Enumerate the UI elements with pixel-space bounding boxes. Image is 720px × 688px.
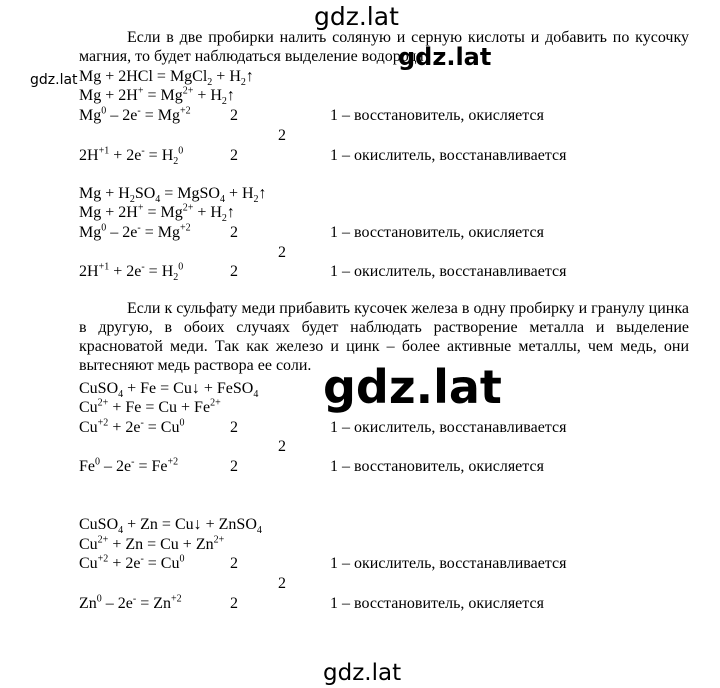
- equation-cuso4-fe: CuSO$_4$ + Fe = Cu↓ + FeSO$_4$: [79, 380, 259, 401]
- ionic-equation: $Cu^{2+} + Zn = Cu + Zn^{2+}$: [79, 534, 225, 553]
- common-multiple: 2: [278, 244, 286, 261]
- role-label: 1 – окислитель, восстанавливается: [330, 419, 567, 436]
- coefficient: 2: [230, 263, 238, 280]
- role-label: 1 – окислитель, восстанавливается: [330, 263, 567, 280]
- watermark-top: gdz.lat: [314, 2, 399, 31]
- watermark-center: gdz.lat: [323, 360, 502, 414]
- role-label: 1 – восстановитель, окисляется: [330, 224, 544, 241]
- coefficient: 2: [230, 147, 238, 164]
- half-reaction: $Cu^{+2} + 2e^- = Cu^0$: [79, 553, 185, 572]
- coefficient: 2: [230, 555, 238, 572]
- ionic-equation: $Mg + 2H^+ = Mg^{2+}$ + $H_2↑$: [79, 202, 235, 225]
- watermark-bottom: gdz.lat: [323, 660, 402, 686]
- common-multiple: 2: [278, 127, 286, 144]
- equation-mg-h2so4: $Mg + H_2SO_4$ = MgSO$_4$ + $H_2↑$: [79, 185, 267, 206]
- paragraph-copper: Если к сульфату меди прибавить кусочек железа в одну пробирку и гранулу цинка в другую, в обоих случаях будет наблюдать растворение металла и выделение красноватой меди. Так как железо и цинк – более активные металлы, чем медь, они вытесняют медь раствора ее соли.: [79, 300, 689, 374]
- half-reaction: $Fe^0 - 2e^- = Fe^{+2}$: [79, 456, 179, 475]
- watermark-side: gdz.lat: [30, 72, 78, 88]
- coefficient: 2: [230, 224, 238, 241]
- half-reaction: $Zn^0 - 2e^- = Zn^{+2}$: [79, 593, 182, 612]
- coefficient: 2: [230, 107, 238, 124]
- common-multiple: 2: [278, 438, 286, 455]
- half-reaction: $Mg^0 - 2e^- = Mg^{+2}$: [79, 105, 191, 124]
- role-label: 1 – восстановитель, окисляется: [330, 595, 544, 612]
- ionic-equation: $Mg + 2H^+ = Mg^{2+}$ + $H_2↑$: [79, 85, 235, 108]
- paragraph-hydrogen: Если в две пробирки налить соляную и серную кислоты и добавить по кусочку магния, то будет наблюдаться выделение водорода: [79, 29, 689, 65]
- coefficient: 2: [230, 419, 238, 436]
- half-reaction: $Cu^{+2} + 2e^- = Cu^0$: [79, 417, 185, 436]
- role-label: 1 – восстановитель, окисляется: [330, 458, 544, 475]
- equation-mg-hcl: Mg + 2HCl = MgCl$_2$ + $H_2↑$: [79, 68, 254, 89]
- coefficient: 2: [230, 458, 238, 475]
- half-reaction: $Mg^0 - 2e^- = Mg^{+2}$: [79, 222, 191, 241]
- role-label: 1 – окислитель, восстанавливается: [330, 147, 567, 164]
- coefficient: 2: [230, 595, 238, 612]
- role-label: 1 – окислитель, восстанавливается: [330, 555, 567, 572]
- watermark-mid: gdz.lat: [398, 43, 492, 71]
- role-label: 1 – восстановитель, окисляется: [330, 107, 544, 124]
- half-reaction: $2H^{+1} + 2e^- = H_2^0$: [79, 145, 184, 168]
- equation-cuso4-zn: CuSO$_4$ + Zn = Cu↓ + ZnSO$_4$: [79, 516, 262, 537]
- ionic-equation: $Cu^{2+} + Fe = Cu + Fe^{2+}$: [79, 397, 221, 416]
- common-multiple: 2: [278, 575, 286, 592]
- half-reaction: $2H^{+1} + 2e^- = H_2^0$: [79, 261, 184, 284]
